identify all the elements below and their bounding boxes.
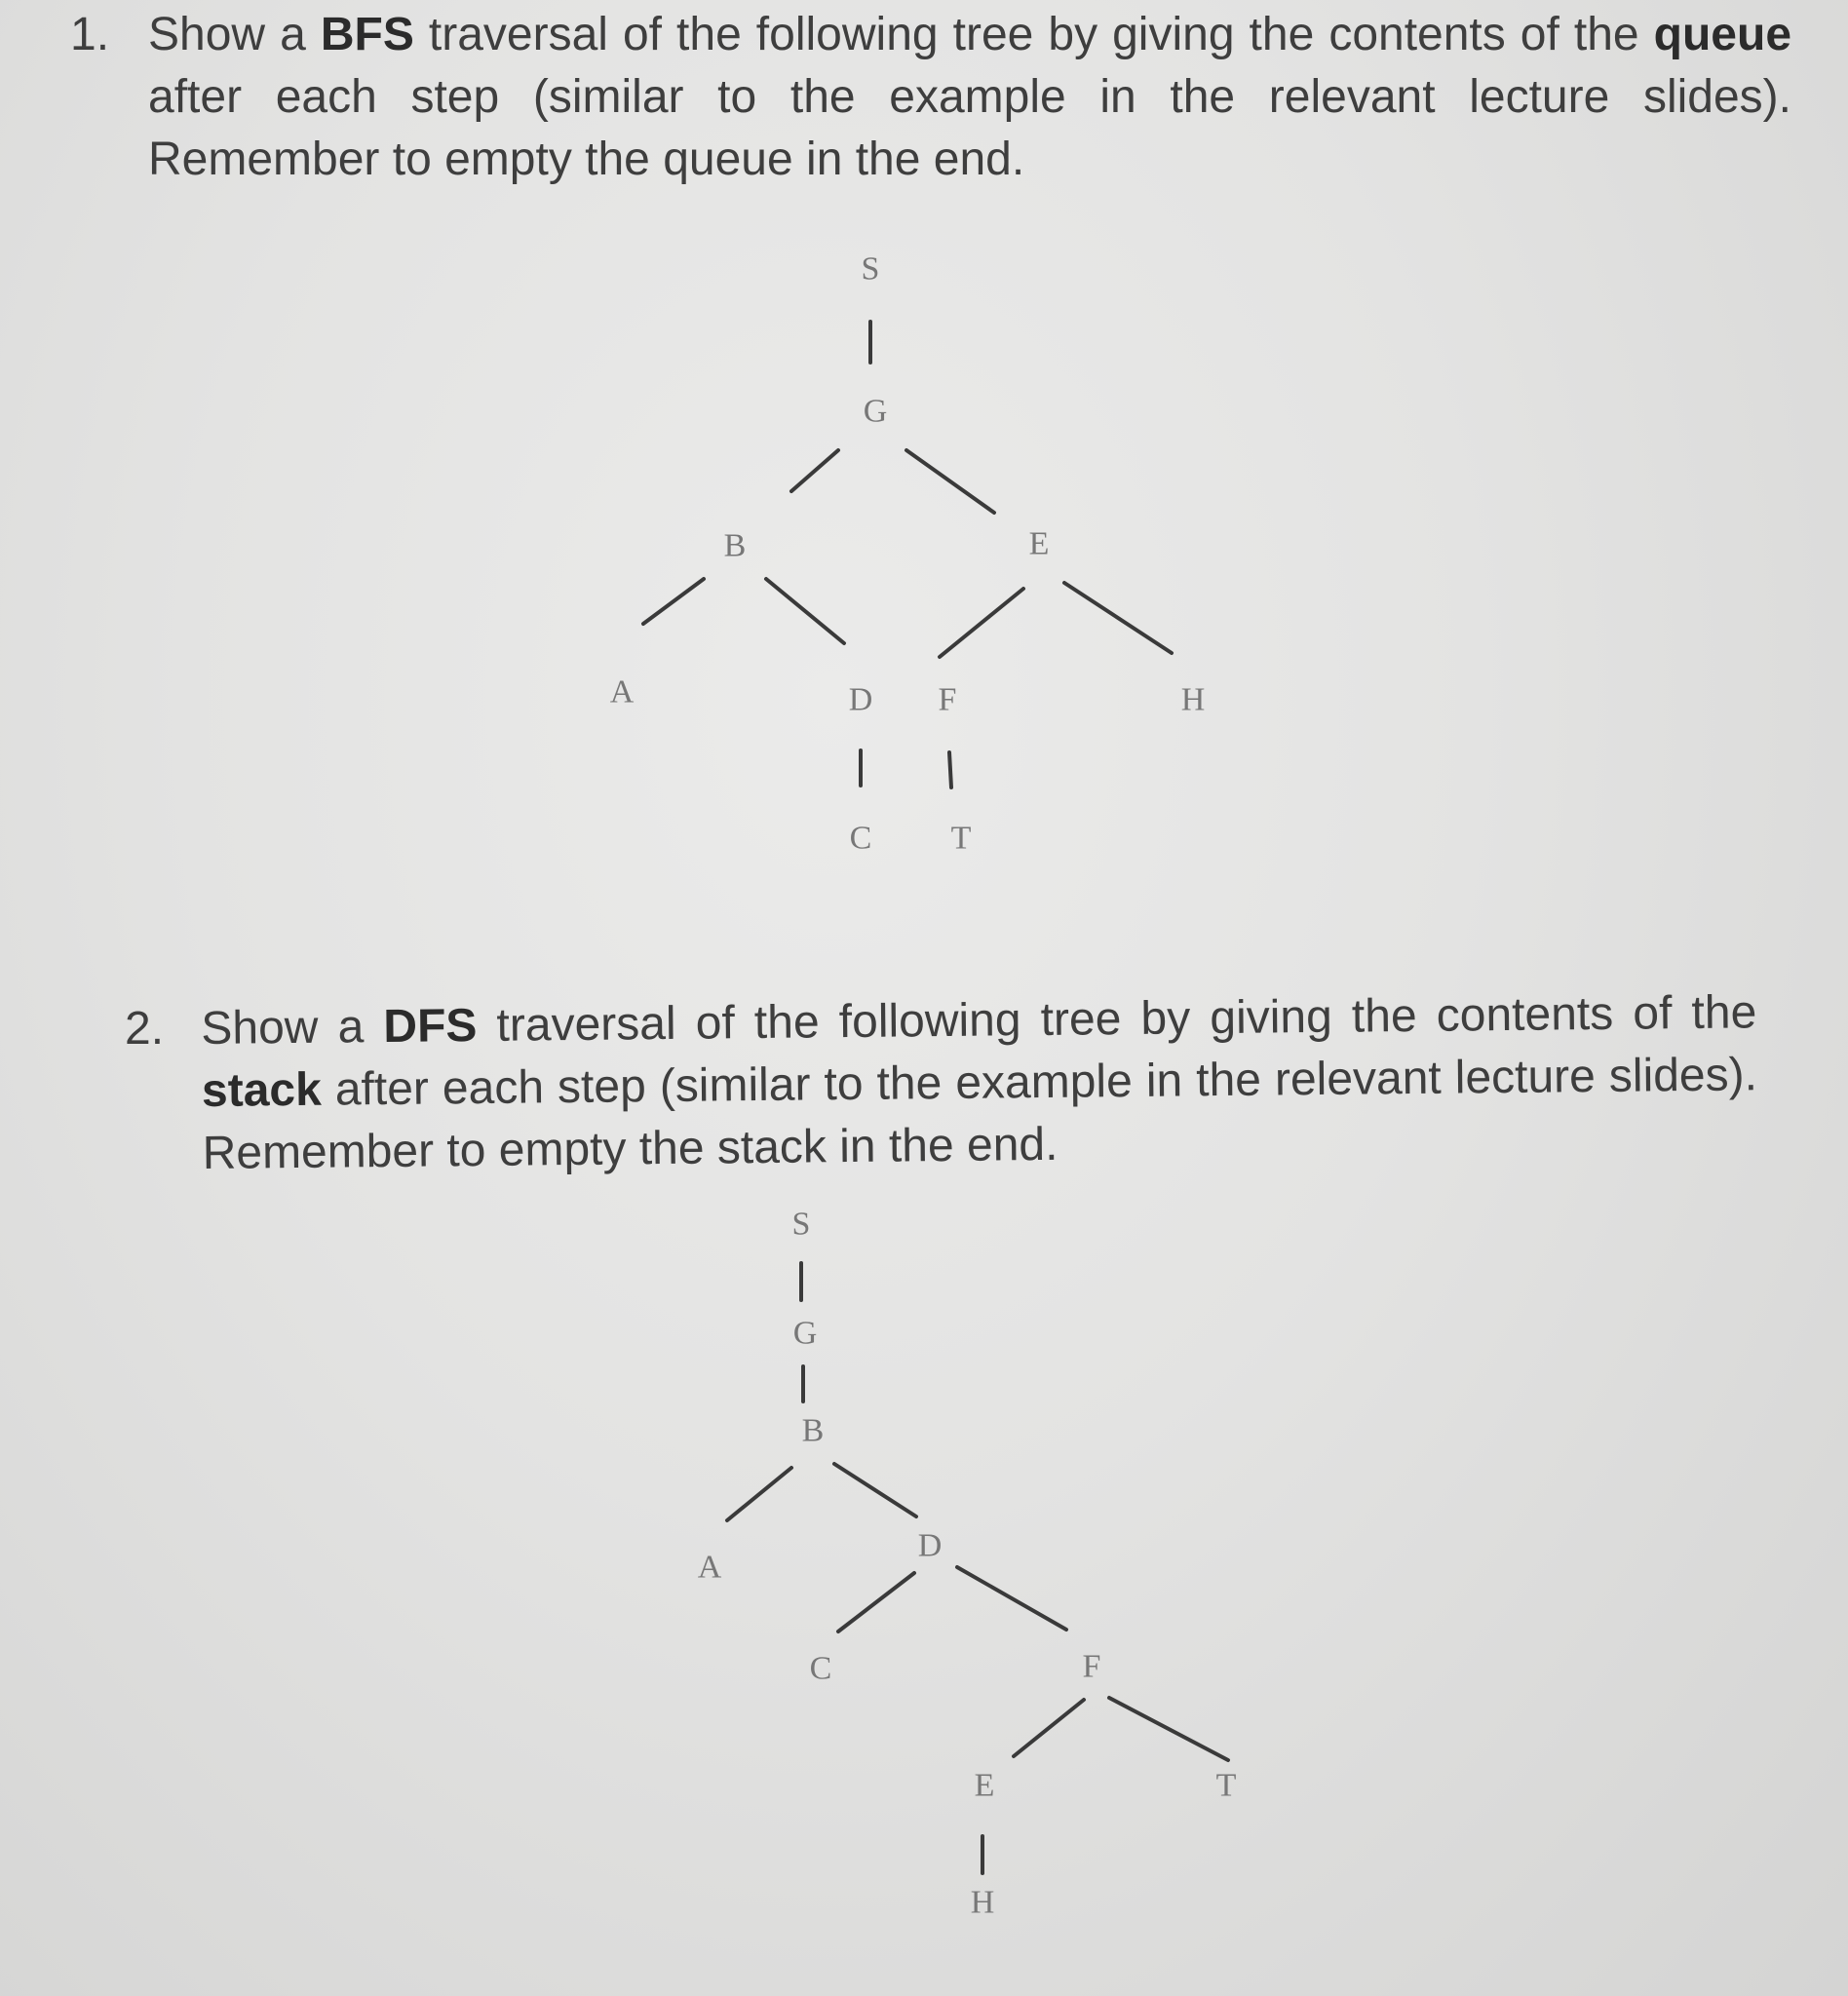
tree-node-b: B xyxy=(723,527,747,564)
question-1-text-mid: traversal of the following tree by giving the contents of the xyxy=(413,9,1654,60)
question-1-bold-bfs: BFS xyxy=(320,9,414,60)
edge-d-f xyxy=(957,1567,1066,1630)
question-1-text-after: after each step (similar to the example in the relevant lecture slides). Remember to empty the queue in the end. xyxy=(148,71,1791,185)
tree-node-e: E xyxy=(974,1767,995,1804)
edge-g-b xyxy=(791,450,838,491)
question-1-bold-queue: queue xyxy=(1653,9,1792,60)
question-2 xyxy=(0,984,1848,1996)
question-1 xyxy=(0,0,1848,975)
edge-e-h xyxy=(1064,583,1172,653)
dfs-tree-diagram xyxy=(0,984,1848,1996)
edge-b-d xyxy=(766,579,844,643)
edge-b-a xyxy=(727,1468,791,1520)
tree-node-g: G xyxy=(863,393,888,430)
edge-e-f xyxy=(940,589,1023,657)
tree-node-h: H xyxy=(1180,681,1206,718)
question-2-text-mid: traversal of the following tree by giving the contents of the xyxy=(477,986,1757,1053)
tree-node-t: T xyxy=(1215,1767,1237,1804)
tree-node-a: A xyxy=(609,673,635,710)
edge-b-a xyxy=(643,579,704,624)
tree-node-c: C xyxy=(809,1650,832,1687)
question-1-number: 1. xyxy=(70,9,110,60)
question-2-text-before: Show a xyxy=(201,1001,384,1055)
tree-node-s: S xyxy=(791,1206,811,1243)
question-2-bold-dfs: DFS xyxy=(383,1000,478,1054)
tree-node-s: S xyxy=(861,250,880,288)
question-1-text-before: Show a xyxy=(148,9,321,60)
edge-f-e xyxy=(1014,1700,1084,1756)
tree-node-d: D xyxy=(917,1527,943,1564)
tree-node-t: T xyxy=(950,820,972,857)
question-2-number: 2. xyxy=(125,1003,165,1055)
tree-node-h: H xyxy=(970,1884,995,1921)
tree-node-b: B xyxy=(801,1412,825,1449)
question-2-text-after: after each step (similar to the example in the relevant lecture slides). Remember to empty the stack in the end. xyxy=(202,1049,1758,1179)
tree-node-f: F xyxy=(938,681,957,718)
tree-node-g: G xyxy=(792,1315,818,1352)
tree-node-a: A xyxy=(697,1549,722,1586)
edge-f-t xyxy=(1109,1698,1228,1760)
edge-f-t xyxy=(949,752,951,787)
tree-node-e: E xyxy=(1028,525,1050,562)
tree-node-d: D xyxy=(848,681,873,718)
tree-node-f: F xyxy=(1082,1648,1101,1685)
question-2-bold-stack: stack xyxy=(201,1063,323,1117)
edge-b-d xyxy=(834,1464,916,1516)
tree-node-c: C xyxy=(849,820,872,857)
bfs-tree-diagram xyxy=(0,0,1848,975)
edge-d-c xyxy=(838,1573,914,1631)
edge-g-e xyxy=(906,450,994,513)
